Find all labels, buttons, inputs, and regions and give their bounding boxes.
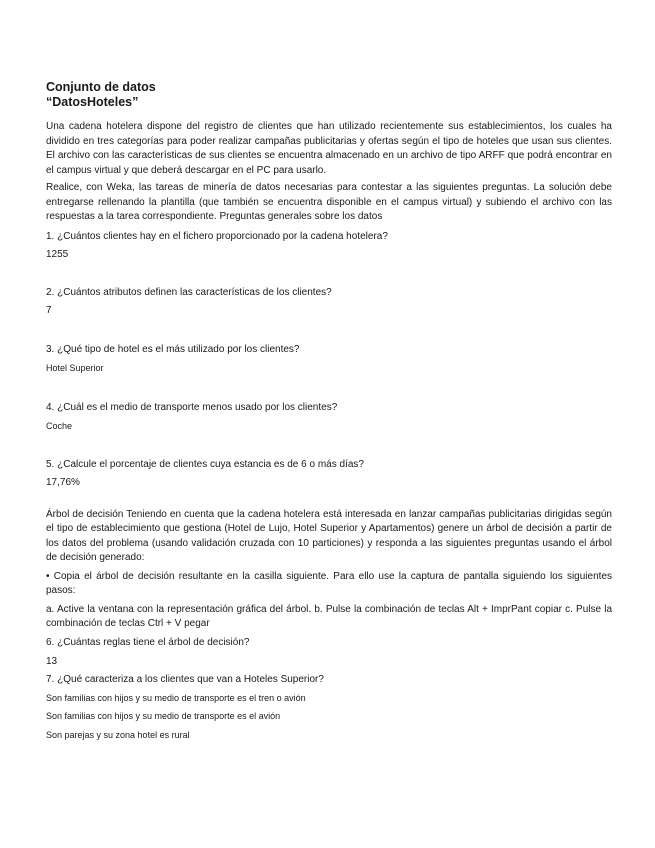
title-line-1: Conjunto de datos <box>46 80 156 94</box>
tree-steps-instruction: a. Active la ventana con la representación gráfica del árbol. b. Pulse la combinación de teclas Alt + ImprPant copiar c. Pulse la combinación de teclas Ctrl + V pegar <box>46 603 612 629</box>
title-line-2: “DatosHoteles” <box>46 95 139 109</box>
question-3: 3. ¿Qué tipo de hotel es el más utilizado por los clientes? <box>46 343 300 355</box>
answer-7-line-1: Son familias con hijos y su medio de transporte es el tren o avión <box>46 692 306 703</box>
question-4: 4. ¿Cuál es el medio de transporte menos usado por los clientes? <box>46 401 338 413</box>
question-6: 6. ¿Cuántas reglas tiene el árbol de decisión? <box>46 636 250 648</box>
answer-5: 17,76% <box>46 476 80 488</box>
question-1: 1. ¿Cuántos clientes hay en el fichero proporcionado por la cadena hotelera? <box>46 230 388 242</box>
answer-1: 1255 <box>46 248 69 260</box>
answer-6: 13 <box>46 655 58 667</box>
answer-3: Hotel Superior <box>46 362 104 373</box>
tree-intro-paragraph: Árbol de decisión Teniendo en cuenta que la cadena hotelera está interesada en lanzar campañas publicitarias dirigidas según el tipo de establecimiento que gestiona (Hotel de Lujo, Hotel Superior y Apartamentos) genere un árbol de decisión a partir de los datos del problema (usando validación cruzada con 10 particiones) y responda a las siguientes preguntas usando el árbol de decisión generado: <box>46 508 612 563</box>
answer-7-line-2: Son familias con hijos y su medio de transporte es el avión <box>46 710 281 721</box>
question-5: 5. ¿Calcule el porcentaje de clientes cuya estancia es de 6 o más días? <box>46 458 364 470</box>
intro-paragraph-1: Una cadena hotelera dispone del registro de clientes que han utilizado recientemente sus establecimientos, los cuales ha dividido en tres categorías para poder realizar campañas publicitarias y ofertas según el tipo de hoteles que usan sus clientes. El archivo con las características de sus clientes se encuentra almacenado en un archivo de tipo ARFF que podrá encontrar en el campus virtual y que deberá descargar en el PC para usarlo. <box>46 121 612 176</box>
question-7: 7. ¿Qué caracteriza a los clientes que van a Hoteles Superior? <box>46 673 324 685</box>
answer-4: Coche <box>46 420 73 431</box>
answer-2: 7 <box>46 304 52 316</box>
tree-bullet-instruction: • Copia el árbol de decisión resultante en la casilla siguiente. Para ello use la captura de pantalla siguiendo los siguientes pasos: <box>46 570 612 596</box>
document-title <box>46 80 612 110</box>
answer-7-line-3: Son parejas y su zona hotel es rural <box>46 729 190 740</box>
document-page <box>46 80 612 742</box>
question-2: 2. ¿Cuántos atributos definen las características de los clientes? <box>46 286 332 298</box>
intro-paragraph-2: Realice, con Weka, las tareas de minería de datos necesarias para contestar a las siguientes preguntas. La solución debe entregarse rellenando la plantilla (que también se encuentra disponible en el campus virtual) y subiendo el archivo con las respuestas a la tarea correspondiente. Preguntas generales sobre los datos <box>46 182 612 222</box>
